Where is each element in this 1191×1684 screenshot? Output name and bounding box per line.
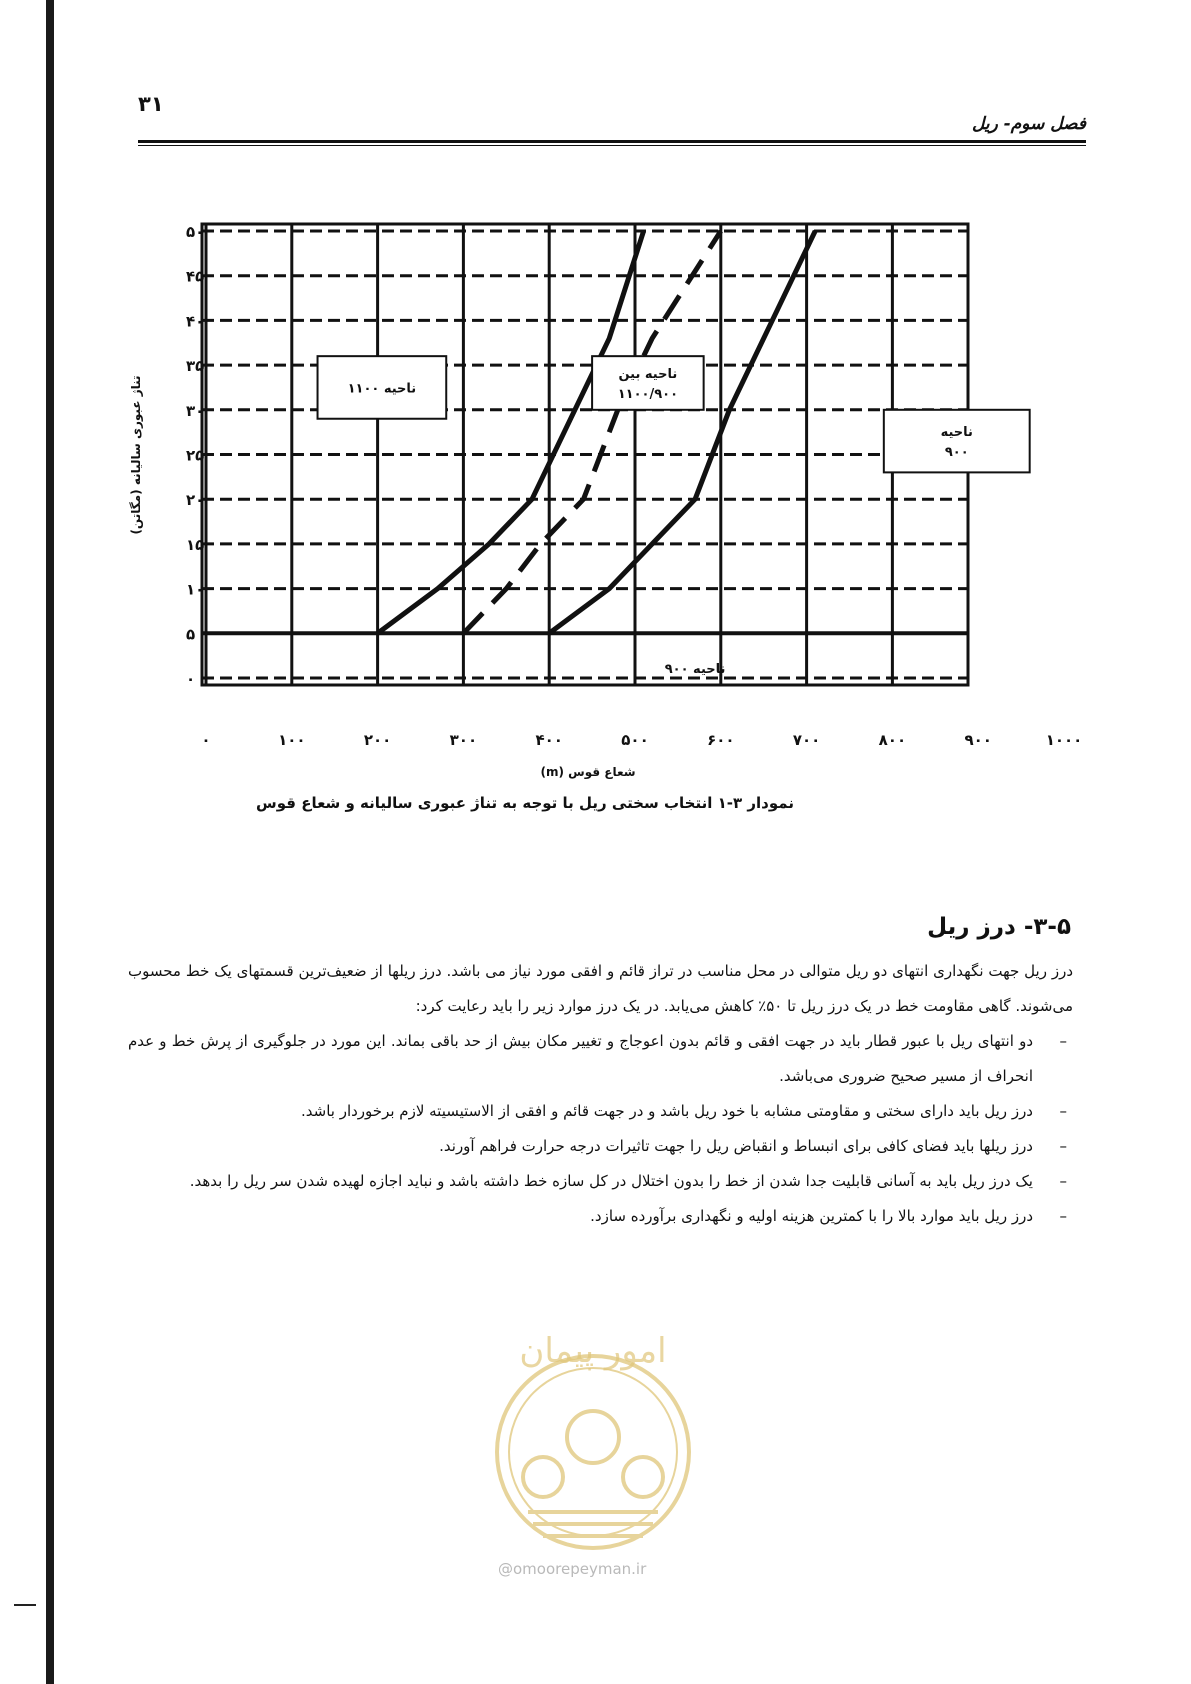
y-tick-label: ۵ <box>186 625 196 644</box>
y-tick-label: ۱۵ <box>186 535 205 554</box>
scan-mark <box>14 1604 36 1606</box>
list-item-text: یک درز ریل باید به آسانی قابلیت جدا شدن از خط را بدون اختلال در کل سازه خط داشته باشد و نباید اجازه لهیده شدن سر ریل را بدهد. <box>189 1172 1033 1190</box>
list-item <box>128 1199 1073 1234</box>
y-tick-label: ۰ <box>186 670 196 688</box>
x-tick-label: ۷۰۰ <box>792 731 821 749</box>
bullet-marker: – <box>1059 1102 1067 1120</box>
list-item <box>128 1129 1073 1164</box>
y-tick-label: ۱۰ <box>186 580 205 599</box>
x-tick-label: ۶۰۰ <box>707 731 735 749</box>
chapter-title: فصل سوم- ریل <box>971 114 1086 134</box>
series-line <box>549 231 815 633</box>
x-tick-label: ۱۰۰ <box>278 731 306 749</box>
list-item <box>128 1164 1073 1199</box>
figure-caption: نمودار ۳-۱ انتخاب سختی ریل با توجه به تناژ عبوری سالیانه و شعاع قوس <box>256 794 794 812</box>
y-tick-label: ۵۰ <box>186 223 205 241</box>
annotation-label: ناحیه <box>940 425 973 441</box>
rail-hardness-chart <box>0 0 1191 790</box>
series-line <box>463 231 720 633</box>
page-number: ۳۱ <box>138 92 164 116</box>
watermark-url: @omoorepeyman.ir <box>498 1560 647 1578</box>
section-heading: ۳-۵- درز ریل <box>927 914 1071 940</box>
annotation-box <box>884 410 1030 473</box>
annotation-label: ۹۰۰ <box>944 445 969 461</box>
series-line <box>378 231 644 633</box>
bullet-marker: – <box>1059 1137 1067 1155</box>
list-item-text: درز ریل باید دارای سختی و مقاومتی مشابه با خود ریل باشد و در جهت قائم و افقی از الاستیسیته لازم برخوردار باشد. <box>300 1102 1033 1120</box>
x-tick-label: ۸۰۰ <box>878 731 907 749</box>
requirements-list <box>128 1024 1073 1234</box>
x-tick-label: ۰ <box>201 731 211 749</box>
section-paragraph: درز ریل جهت نگهداری انتهای دو ریل متوالی در محل مناسب در تراز قائم و افقی مورد نیاز می باشد. درز ریلها از ضعیف‌ترین قسمتهای یک خط محسوب می‌شوند. گاهی مقاومت خط در یک درز ریل تا ۵۰٪ کاهش می‌یابد. در یک درز موارد زیر را باید رعایت کرد: <box>128 962 1073 1015</box>
list-item-text: درز ریلها باید فضای کافی برای انبساط و انقباض ریل را جهت تاثیرات درجه حرارت فراهم آورند. <box>439 1137 1033 1155</box>
x-tick-label: ۵۰۰ <box>621 731 649 749</box>
watermark-text: امور پیمان <box>519 1331 667 1371</box>
annotation-label: ناحیه ۱۱۰۰ <box>347 381 417 397</box>
x-tick-label: ۴۰۰ <box>535 731 563 749</box>
x-tick-label: ۹۰۰ <box>964 731 992 749</box>
y-tick-label: ۴۰ <box>186 312 205 331</box>
y-tick-label: ۳۰ <box>186 401 205 420</box>
x-axis-label: شعاع قوس (m) <box>540 765 636 779</box>
x-tick-label: ۱۰۰۰ <box>1045 731 1083 749</box>
annotation-label: ناحیه ۹۰۰ <box>664 662 726 678</box>
x-tick-label: ۲۰۰ <box>363 731 392 749</box>
annotation-label: ناحیه بین <box>618 366 678 382</box>
annotation-label: ۱۱۰۰/۹۰۰ <box>617 386 679 402</box>
y-tick-label: ۲۵ <box>186 446 205 465</box>
x-tick-label: ۳۰۰ <box>449 731 478 749</box>
y-tick-label: ۴۵ <box>186 267 205 286</box>
bullet-marker: – <box>1059 1207 1067 1225</box>
y-axis-label: تناژ عبوری سالیانه (مگاتن) <box>129 375 143 535</box>
list-item <box>128 1094 1073 1129</box>
y-tick-label: ۲۰ <box>186 491 205 510</box>
bullet-marker: – <box>1059 1172 1067 1190</box>
list-item-text: دو انتهای ریل با عبور قطار باید در جهت افقی و قائم بدون اعوجاج و تغییر مکان بیش از حد باقی بماند. این مورد در جلوگیری از پرش خط و عدم انحراف از مسیر صحیح ضروری می‌باشد. <box>128 1032 1033 1085</box>
y-tick-label: ۳۵ <box>186 357 205 376</box>
section-body <box>128 954 1073 1234</box>
list-item-text: درز ریل باید موارد بالا را با کمترین هزینه اولیه و نگهداری برآورده سازد. <box>590 1207 1033 1225</box>
bullet-marker: – <box>1059 1032 1067 1050</box>
watermark-logo <box>488 1312 698 1562</box>
list-item <box>128 1024 1073 1094</box>
